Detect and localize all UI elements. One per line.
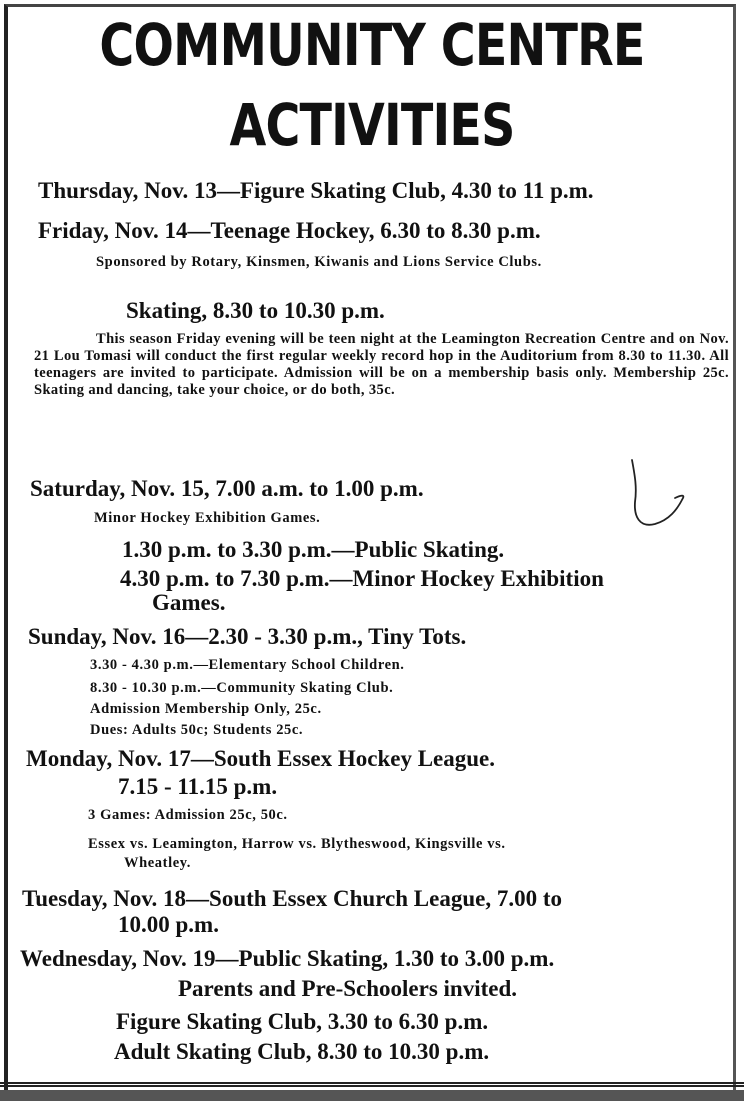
monday-matchups: Essex vs. Leamington, Harrow vs. Blytheswood, Kingsville vs. [88, 836, 506, 852]
wednesday-line-3: Figure Skating Club, 3.30 to 6.30 p.m. [116, 1009, 489, 1034]
saturday-item-1: 1.30 p.m. to 3.30 p.m.—Public Skating. [122, 537, 505, 562]
sunday-sub-2: 8.30 - 10.30 p.m.—Community Skating Club. [90, 680, 394, 696]
saturday-sub: Minor Hockey Exhibition Games. [94, 510, 321, 526]
monday-matchups-cont: Wheatley. [124, 855, 192, 871]
monday-time: 7.15 - 11.15 p.m. [118, 774, 278, 799]
friday-sponsor: Sponsored by Rotary, Kinsmen, Kiwanis and Lions Service Clubs. [96, 254, 542, 270]
sunday-sub-1: 3.30 - 4.30 p.m.—Elementary School Children. [90, 657, 405, 673]
thursday-heading: Thursday, Nov. 13—Figure Skating Club, 4.30 to 11 p.m. [38, 178, 594, 203]
sunday-sub-3: Admission Membership Only, 25c. [90, 701, 322, 717]
monday-heading: Monday, Nov. 17—South Essex Hockey League. [26, 746, 495, 771]
title-line-2: ACTIVITIES [229, 91, 515, 159]
sunday-sub-4: Dues: Adults 50c; Students 25c. [90, 722, 304, 738]
saturday-heading: Saturday, Nov. 15, 7.00 a.m. to 1.00 p.m. [30, 476, 424, 501]
monday-games: 3 Games: Admission 25c, 50c. [88, 807, 288, 823]
wednesday-line-4: Adult Skating Club, 8.30 to 10.30 p.m. [114, 1039, 490, 1064]
tuesday-line-2: 10.00 p.m. [118, 912, 219, 937]
wednesday-line-2: Parents and Pre-Schoolers invited. [178, 976, 518, 1001]
friday-paragraph: This season Friday evening will be teen night at the Leamington Recreation Centre and on Nov. 21 Lou Tomasi will conduct the first regular weekly record hop in the Auditorium from 8.30 to 11.30. All teenagers are invited to participate. Admission will be on a membership basis only. Membership 25c. Skating and dancing, take your choice, or do both, 35c. [34, 331, 729, 398]
sunday-heading: Sunday, Nov. 16—2.30 - 3.30 p.m., Tiny Tots. [28, 624, 467, 649]
title-line-1: COMMUNITY CENTRE [99, 11, 645, 79]
saturday-item-2-cont: Games. [152, 590, 226, 615]
tuesday-line-1: Tuesday, Nov. 18—South Essex Church League, 7.00 to [22, 886, 562, 911]
wednesday-line-1: Wednesday, Nov. 19—Public Skating, 1.30 to 3.00 p.m. [20, 946, 555, 971]
friday-heading: Friday, Nov. 14—Teenage Hockey, 6.30 to 8.30 p.m. [38, 218, 541, 243]
bottom-rule [0, 1082, 744, 1087]
pen-mark-icon [625, 458, 695, 533]
bottom-edge [0, 1090, 744, 1101]
saturday-item-2: 4.30 p.m. to 7.30 p.m.—Minor Hockey Exhibition [120, 566, 604, 591]
friday-skating: Skating, 8.30 to 10.30 p.m. [126, 298, 385, 323]
